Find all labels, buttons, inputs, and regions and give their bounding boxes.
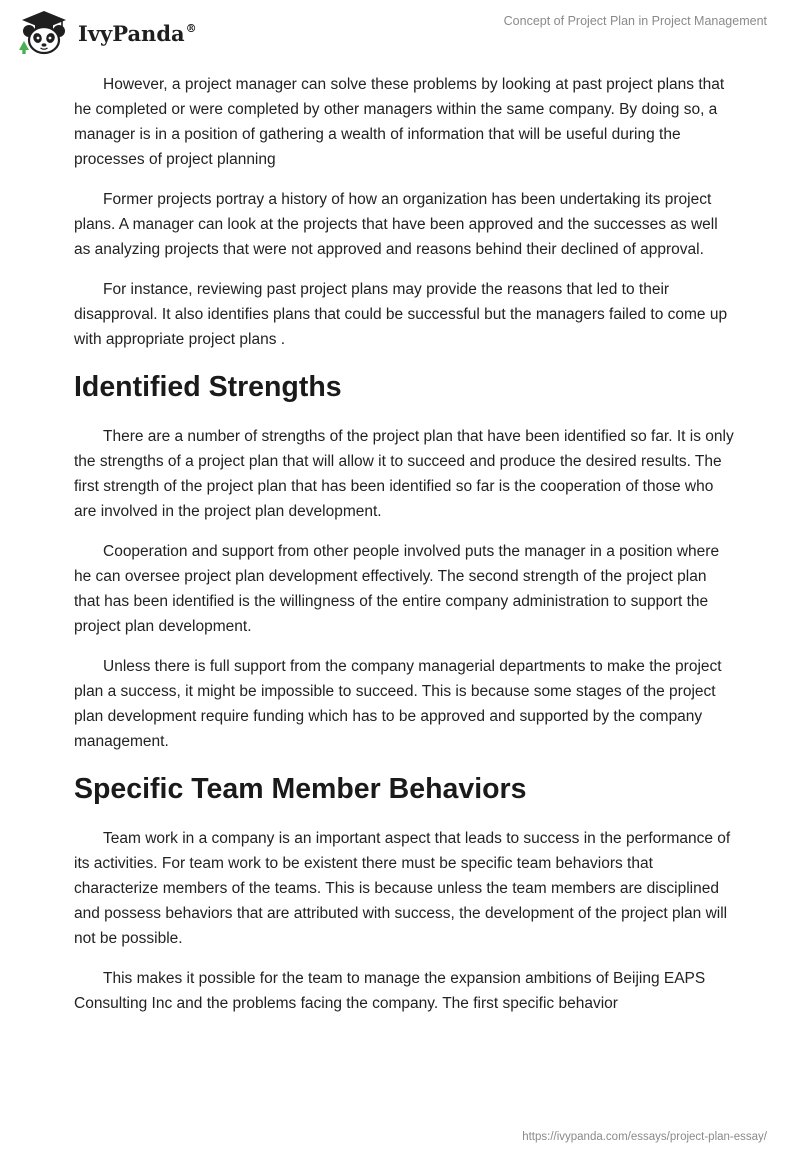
source-url-link[interactable]: https://ivypanda.com/essays/project-plan-essay/ [522,1131,767,1143]
brand-name: IvyPanda® [78,20,197,46]
essay-content [74,72,734,1031]
panda-graduate-icon [16,8,72,56]
document-title: Concept of Project Plan in Project Management [503,14,767,28]
paragraph: Team work in a company is an important aspect that leads to success in the performance of its activities. For team work to be existent there must be specific team behaviors that characterize members of the teams. This is because unless the team members are disciplined and possess behaviors that are attributed with success, the development of the project plan will not be possible. [74,830,731,947]
paragraph: For instance, reviewing past project plans may provide the reasons that led to their disapproval. It also identifies plans that could be successful but the managers failed to come up with appropriate project plans . [74,281,728,348]
brand-logo[interactable] [16,8,197,56]
paragraph: This makes it possible for the team to manage the expansion ambitions of Beijing EAPS Consulting Inc and the problems facing the company. The first specific behavior [74,970,706,1012]
section-heading: Specific Team Member Behaviors [74,773,527,805]
page-header [0,0,800,60]
paragraph: However, a project manager can solve these problems by looking at past project plans that he completed or were completed by other managers within the same company. By doing so, a manager is in a position of gathering a wealth of information that will be useful during the processes of project planning [74,76,725,168]
paragraph: Unless there is full support from the company managerial departments to make the project plan a success, it might be impossible to succeed. This is because some stages of the project plan development require funding which has to be approved and supported by the company management. [74,658,722,750]
paragraph: Cooperation and support from other people involved puts the manager in a position where he can oversee project plan development effectively. The second strength of the project plan that has been identified is the willingness of the entire company administration to support the project plan development. [74,543,720,635]
paragraph: There are a number of strengths of the project plan that have been identified so far. It is only the strengths of a project plan that will allow it to succeed and produce the desired results. The first strength of the project plan that has been identified so far is the cooperation of those who are involved in the project plan development. [74,428,734,520]
paragraph: Former projects portray a history of how an organization has been undertaking its project plans. A manager can look at the projects that have been approved and the successes as well as analyzing projects that were not approved and reasons behind their declined of approval. [74,191,718,258]
section-heading: Identified Strengths [74,371,342,403]
